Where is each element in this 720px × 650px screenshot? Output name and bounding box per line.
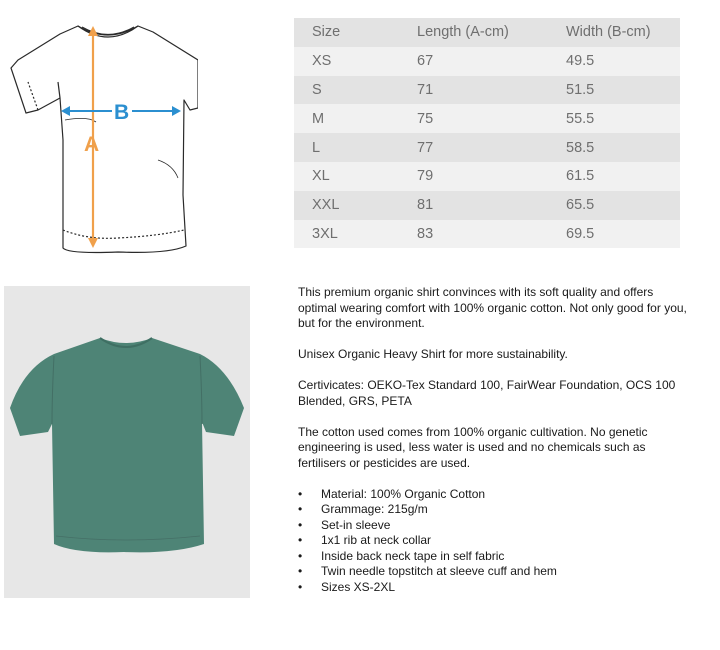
width-cell: 69.5 — [566, 225, 595, 242]
feature-item: • Grammage: 215g/m — [298, 502, 688, 518]
width-cell: 61.5 — [566, 168, 595, 185]
size-cell: S — [312, 81, 322, 98]
size-table-header — [294, 18, 680, 47]
feature-item: • Material: 100% Organic Cotton — [298, 487, 688, 503]
width-cell: 55.5 — [566, 110, 595, 127]
feature-item: • Set-in sleeve — [298, 518, 688, 534]
product-description — [298, 285, 688, 595]
length-cell: 75 — [417, 110, 434, 127]
length-cell: 77 — [417, 139, 434, 156]
size-cell: XS — [312, 53, 332, 70]
size-row — [294, 76, 680, 105]
size-cell: XL — [312, 168, 330, 185]
tshirt-outline-icon — [11, 26, 198, 253]
description-paragraph: Unisex Organic Heavy Shirt for more sustainability. — [298, 347, 568, 361]
size-cell: XXL — [312, 197, 340, 214]
length-cell: 79 — [417, 168, 434, 185]
length-cell: 71 — [417, 81, 434, 98]
size-cell: 3XL — [312, 225, 338, 242]
size-row — [294, 47, 680, 76]
size-row — [294, 220, 680, 249]
description-paragraph: Certivicates: OEKO-Tex Standard 100, FairWear Foundation, OCS 100 Blended, GRS, PETA — [298, 378, 676, 408]
header-width: Width (B-cm) — [566, 24, 651, 41]
size-cell: L — [312, 139, 321, 156]
header-size: Size — [312, 24, 341, 41]
length-cell: 81 — [417, 197, 434, 214]
length-cell: 67 — [417, 53, 434, 70]
description-paragraph: This premium organic shirt convinces with its soft quality and offers optimal wearing comfort with 100% organic cotton. Not only good for you, but for the environment. — [298, 285, 687, 330]
feature-item: • Twin needle topstitch at sleeve cuff and hem — [298, 564, 688, 580]
header-length: Length (A-cm) — [417, 24, 509, 41]
tshirt-icon — [4, 286, 250, 598]
feature-item: • Inside back neck tape in self fabric — [298, 549, 688, 565]
size-table — [294, 18, 680, 248]
description-paragraph: The cotton used comes from 100% organic cultivation. No genetic engineering is used, less water is used and no chemicals such as fertilisers or pesticides are used. — [298, 424, 648, 470]
width-cell: 58.5 — [566, 139, 595, 156]
measure-b-label: B — [114, 101, 130, 124]
width-cell: 49.5 — [566, 53, 595, 70]
size-row — [294, 162, 680, 191]
size-cell: M — [312, 110, 325, 127]
size-row — [294, 104, 680, 133]
size-row — [294, 133, 680, 162]
measure-a-label: A — [84, 133, 100, 156]
width-cell: 51.5 — [566, 81, 595, 98]
feature-list — [298, 487, 688, 596]
feature-item: • Sizes XS-2XL — [298, 580, 688, 596]
size-diagram — [8, 20, 198, 260]
size-row — [294, 191, 680, 220]
length-cell: 83 — [417, 225, 434, 242]
width-cell: 65.5 — [566, 197, 595, 214]
feature-item: • 1x1 rib at neck collar — [298, 533, 688, 549]
product-photo — [4, 286, 250, 598]
